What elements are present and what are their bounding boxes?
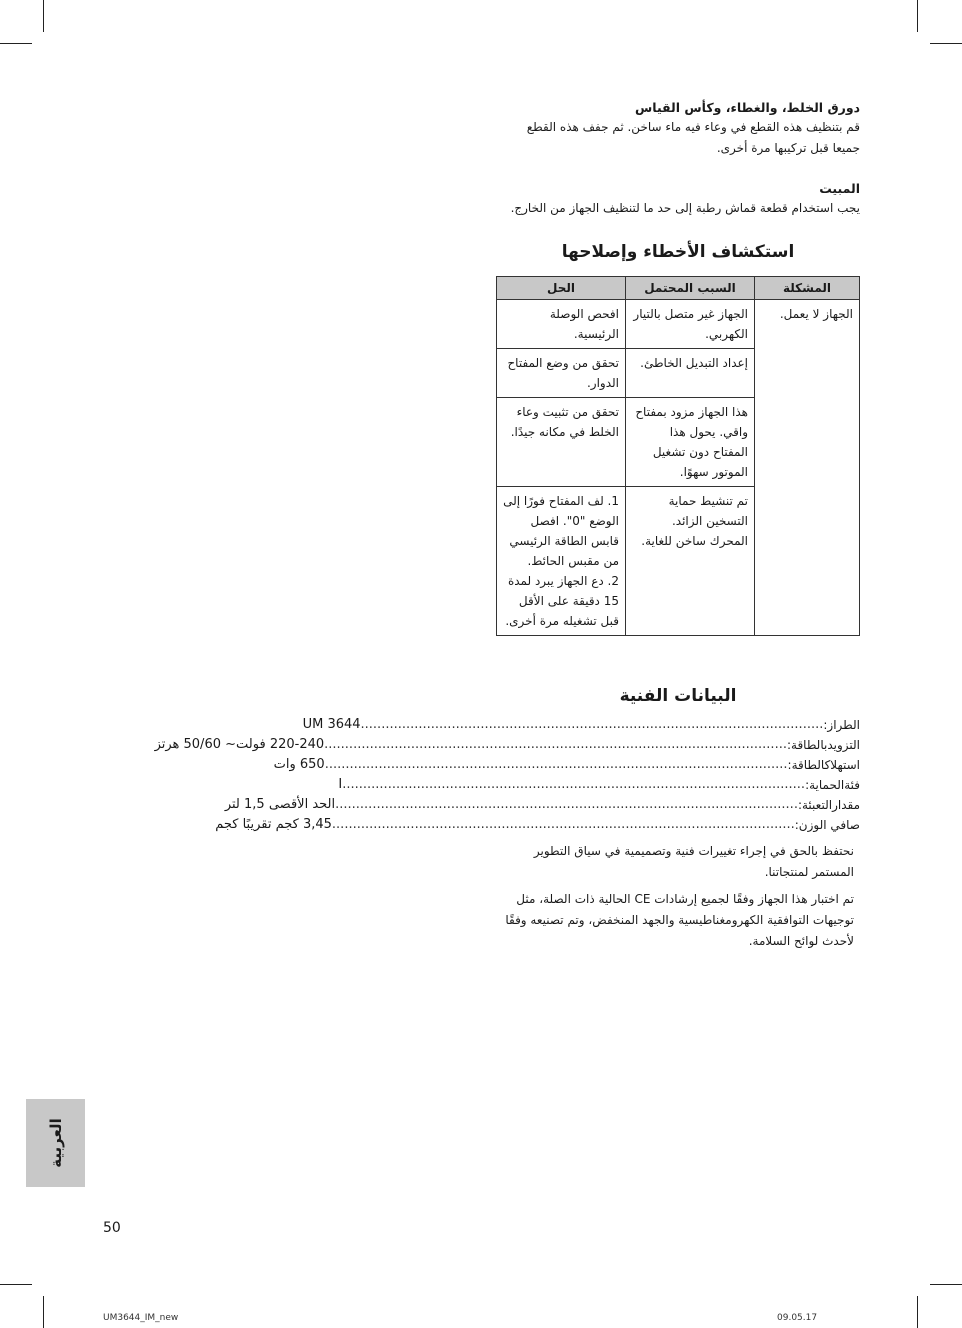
spec-row (338, 775, 860, 795)
specs-section (154, 686, 860, 952)
spec-value: 220-240 فولت~ 50/60 هرتز (154, 737, 325, 752)
spec-row (302, 715, 860, 735)
cause-cell: الجهاز غير متصل بالتيار الكهربي. (626, 300, 755, 349)
crop-mark (917, 1296, 918, 1328)
spec-value: الحد الأقصى 1,5 لتر (224, 797, 336, 812)
solution-step: 2. دع الجهاز يبرد لمدة 15 دقيقة على الأقل قبل تشغيله مرة أخرى. (505, 574, 619, 628)
spec-label: مقدارالتعبئة: (797, 798, 860, 812)
solution-cell (497, 487, 626, 636)
cleaning-title: دورق الخلط، والغطاء، وكأس القياس (635, 100, 860, 115)
solution-cell: تحقق من تثبيت وعاء الخلط في مكانه جيدًا. (497, 398, 626, 487)
troubleshooting-section (496, 242, 860, 636)
leader-dots: ................................................................................................................ (342, 777, 806, 792)
crop-mark (0, 1284, 32, 1285)
housing-text: يجب استخدام قطعة قماش رطبة إلى حد ما لتنظيف الجهاز من الخارج. (510, 201, 860, 215)
crop-mark (930, 1284, 962, 1285)
troubleshooting-table (496, 276, 860, 636)
table-header-row (497, 277, 860, 300)
specs-title: البيانات الفنية (619, 686, 737, 706)
language-tab (26, 1099, 85, 1187)
specs-note: نحتفظ بالحق في إجراء تغييرات فنية وتصميمية في سياق التطوير المستمر لمنتجاتنا. (533, 844, 854, 879)
spec-row (224, 795, 860, 815)
solution-step: 1. لف المفتاح فورًا إلى الوضع "0". افصل قابس الطاقة الرئيسي من مقبس الحائط. (503, 494, 619, 568)
leader-dots: ................................................................................................................ (335, 797, 798, 812)
housing-section (496, 181, 860, 219)
spec-label: التزويدبالطاقة: (786, 738, 860, 752)
housing-title: المبيت (819, 181, 860, 196)
header-cause: السبب المحتمل (626, 277, 755, 300)
specs-list (154, 715, 860, 835)
crop-mark (930, 43, 962, 44)
spec-label: فئةالحماية: (805, 778, 860, 792)
header-solution: الحل (497, 277, 626, 300)
cleaning-section (496, 100, 860, 159)
problem-cell: الجهاز لا يعمل. (755, 300, 860, 636)
spec-value: 3,45 كجم تقريبًا كجم (215, 817, 332, 832)
spec-row (215, 815, 860, 835)
language-tab-label: العربية (46, 1118, 65, 1168)
spec-label: الطراز: (823, 718, 860, 732)
crop-mark (43, 1296, 44, 1328)
footer-filename: UM3644_IM_new (103, 1313, 179, 1323)
spec-value: 650 وات (273, 757, 325, 772)
spec-label: صافي الوزن: (794, 818, 860, 832)
cleaning-text: قم بتنظيف هذه القطع في وعاء فيه ماء ساخن. ثم جفف هذه القطع جميعا قبل تركيبها مرة أخرى. (526, 120, 860, 155)
cause-cell: هذا الجهاز مزود بمفتاح واقي. يحول هذا المفتاح دون تشغيل الموتور سهوًا. (626, 398, 755, 487)
leader-dots: ................................................................................................................ (360, 717, 824, 732)
spec-value: I (338, 777, 343, 792)
leader-dots: ................................................................................................................ (331, 817, 795, 832)
leader-dots: ................................................................................................................ (324, 757, 788, 772)
page-number: 50 (103, 1220, 121, 1236)
solution-cell: تحقق من وضع المفتاح الدوار. (497, 349, 626, 398)
specs-note: تم اختبار هذا الجهاز وفقًا لجميع إرشادات CE الحالية ذات الصلة، مثل توجيهات التوافقية الكهرومغناطيسية والجهد المنخفض، وتم تصنيعه وفقًا لأحدث لوائح السلامة. (505, 892, 854, 948)
table-row (497, 300, 860, 349)
spec-label: استهلاكالطاقة: (787, 758, 860, 772)
crop-mark (0, 43, 32, 44)
cause-cell: تم تنشيط حماية التسخين الزائد. المحرك ساخن للغاية. (626, 487, 755, 636)
spec-value: UM 3644 (302, 717, 361, 732)
crop-mark (917, 0, 918, 32)
spec-row (273, 755, 860, 775)
solution-cell: افحص الوصلة الرئيسية. (497, 300, 626, 349)
crop-mark (43, 0, 44, 32)
cause-cell: إعداد التبديل الخاطئ. (626, 349, 755, 398)
footer-date: 09.05.17 (777, 1313, 818, 1323)
header-problem: المشكلة (755, 277, 860, 300)
troubleshooting-title: استكشاف الأخطاء وإصلاحها (561, 242, 795, 262)
spec-row (154, 735, 860, 755)
leader-dots: ................................................................................................................ (324, 737, 787, 752)
